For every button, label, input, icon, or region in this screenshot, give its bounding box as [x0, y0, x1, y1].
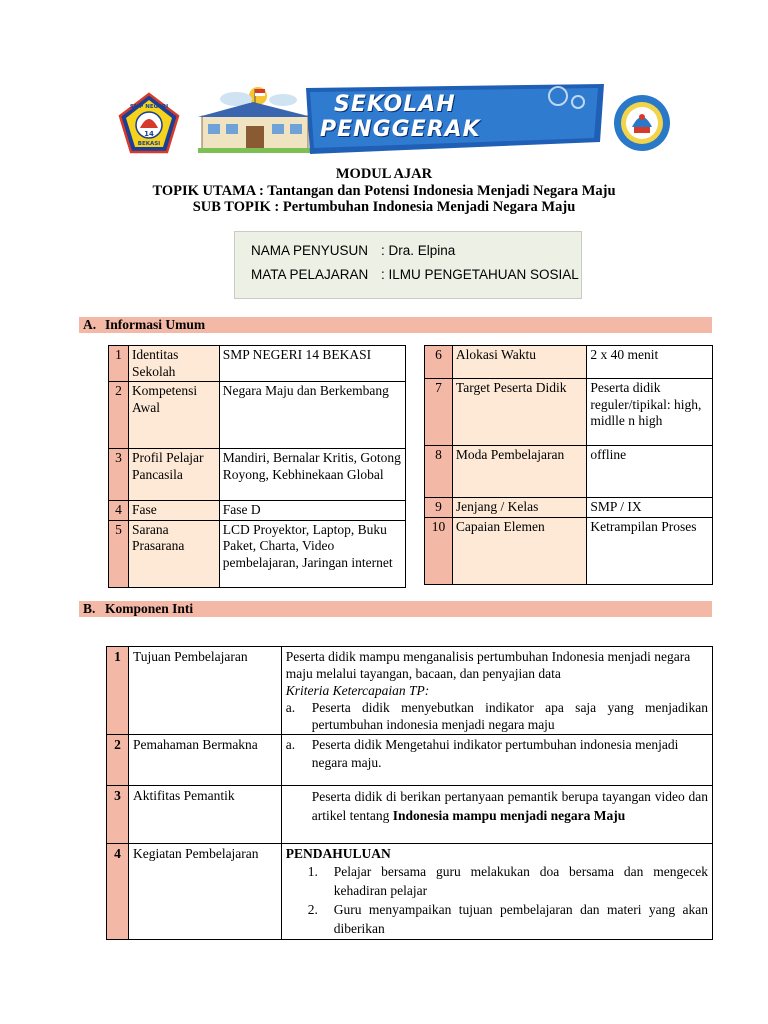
table-row [107, 735, 713, 786]
table-row [425, 446, 713, 498]
row-value: Mandiri, Bernalar Kritis, Gotong Royong, Kebhinekaan Global [219, 449, 405, 501]
row-number: 2 [109, 382, 129, 449]
section-header-informasi-umum [79, 317, 712, 333]
row-number: 4 [109, 501, 129, 521]
row-label: Pemahaman Bermakna [128, 735, 281, 786]
logo-left-number: 14 [144, 130, 154, 138]
subject-label: MATA PELAJARAN [251, 267, 369, 282]
row-number: 3 [107, 786, 129, 844]
table-row [109, 501, 406, 521]
table-row [107, 786, 713, 844]
row-number: 1 [107, 647, 129, 735]
section-a-title: Informasi Umum [105, 317, 206, 332]
tujuan-text: Peserta didik mampu menganalisis pertumbuhan Indonesia menjadi negara maju melalui tayangan, bacaan, dan penyajian data [285, 649, 691, 681]
list-text: Pelajar bersama guru melakukan doa bersama dan mengecek kehadiran pelajar [333, 864, 708, 898]
row-label: Target Peserta Didik [452, 379, 586, 446]
list-marker: a. [285, 700, 296, 715]
row-value: 2 x 40 menit [587, 346, 713, 379]
row-label: Kompetensi Awal [128, 382, 219, 449]
row-number: 3 [109, 449, 129, 501]
criteria-heading: Kriteria Ketercapaian TP: [285, 683, 430, 698]
row-label: Tujuan Pembelajaran [128, 647, 281, 735]
row-label: Sarana Prasarana [128, 520, 219, 587]
row-number: 7 [425, 379, 453, 446]
logo-left-top-text: SMP NEGERI [129, 104, 169, 110]
list-marker: a. [285, 737, 296, 752]
list-text: Peserta didik Mengetahui indikator pertumbuhan indonesia menjadi negara maju. [311, 737, 679, 770]
row-value: Ketrampilan Proses [587, 517, 713, 584]
row-number: 5 [109, 520, 129, 587]
table-row [425, 517, 713, 584]
author-info-box [234, 231, 582, 299]
logo-left-bottom-text: BEKASI [137, 141, 161, 147]
table-row [425, 498, 713, 518]
pemantik-bold-text: Indonesia mampu menjadi negara Maju [392, 808, 626, 823]
row-number: 9 [425, 498, 453, 518]
banner-title-line2: PENGGERAK [320, 117, 481, 142]
row-content [281, 844, 712, 940]
school-logo-icon [118, 92, 180, 154]
row-value: Negara Maju dan Berkembang [219, 382, 405, 449]
subject-value: : ILMU PENGETAHUAN SOSIAL [381, 267, 579, 282]
row-content [281, 735, 712, 786]
row-content [281, 786, 712, 844]
table-row [109, 520, 406, 587]
row-label: Profil Pelajar Pancasila [128, 449, 219, 501]
row-value: Peserta didik reguler/tipikal: high, midlle n high [587, 379, 713, 446]
document-title [0, 166, 768, 216]
table-row [109, 346, 406, 382]
row-number: 10 [425, 517, 453, 584]
row-value: SMP NEGERI 14 BEKASI [219, 346, 405, 382]
table-row [109, 382, 406, 449]
section-header-komponen-inti [79, 601, 712, 617]
row-label: Aktifitas Pemantik [128, 786, 281, 844]
list-marker: 1. [307, 864, 318, 879]
row-value: LCD Proyektor, Laptop, Buku Paket, Charta, Video pembelajaran, Jaringan internet [219, 520, 405, 587]
row-number: 4 [107, 844, 129, 940]
table-row [107, 844, 713, 940]
list-item [286, 900, 708, 938]
title-line-sub-topik: SUB TOPIK : Pertumbuhan Indonesia Menjadi Negara Maju [192, 199, 576, 215]
table-row [107, 647, 713, 735]
list-marker: 2. [307, 902, 318, 917]
section-a-letter: A. [83, 317, 97, 332]
title-line-topik-utama: TOPIK UTAMA : Tantangan dan Potensi Indonesia Menjadi Negara Maju [152, 182, 616, 199]
author-value: : Dra. Elpina [381, 243, 456, 258]
row-label: Fase [128, 501, 219, 521]
row-number: 1 [109, 346, 129, 382]
row-value: offline [587, 446, 713, 498]
section-b-title: Komponen Inti [105, 601, 194, 616]
row-label: Kegiatan Pembelajaran [128, 844, 281, 940]
list-text: Guru menyampaikan tujuan pembelajaran dan materi yang akan diberikan [333, 902, 708, 936]
table-row [109, 449, 406, 501]
pendahuluan-heading: PENDAHULUAN [285, 846, 391, 861]
row-label: Capaian Elemen [452, 517, 586, 584]
row-label: Jenjang / Kelas [452, 498, 586, 518]
row-value: SMP / IX [587, 498, 713, 518]
list-item [286, 699, 708, 733]
row-number: 6 [425, 346, 453, 379]
list-item [286, 862, 708, 900]
info-table-left [108, 345, 406, 588]
list-item [286, 736, 708, 772]
komponen-inti-table [106, 646, 713, 940]
pemantik-paragraph [286, 787, 708, 825]
section-b-letter: B. [83, 601, 96, 616]
row-number: 8 [425, 446, 453, 498]
sekolah-penggerak-banner [198, 84, 608, 159]
row-content [281, 647, 712, 735]
title-line-modul: MODUL AJAR [335, 166, 433, 182]
info-table-right [424, 345, 713, 585]
row-number: 2 [107, 735, 129, 786]
row-label: Alokasi Waktu [452, 346, 586, 379]
banner-title-line1: SEKOLAH [334, 92, 456, 117]
author-label: NAMA PENYUSUN [251, 243, 369, 258]
list-text: Peserta didik menyebutkan indikator apa saja yang menjadikan pertumbuhan indonesia menjadi negara maju [311, 700, 708, 732]
row-value: Fase D [219, 501, 405, 521]
table-row [425, 346, 713, 379]
tut-wuri-handayani-logo-icon [612, 93, 672, 153]
table-row [425, 379, 713, 446]
row-label: Moda Pembelajaran [452, 446, 586, 498]
pemantik-text: Peserta didik di berikan pertanyaan pemantik berupa tayangan video dan artikel tentang [311, 789, 708, 823]
row-label: Identitas Sekolah [128, 346, 219, 382]
